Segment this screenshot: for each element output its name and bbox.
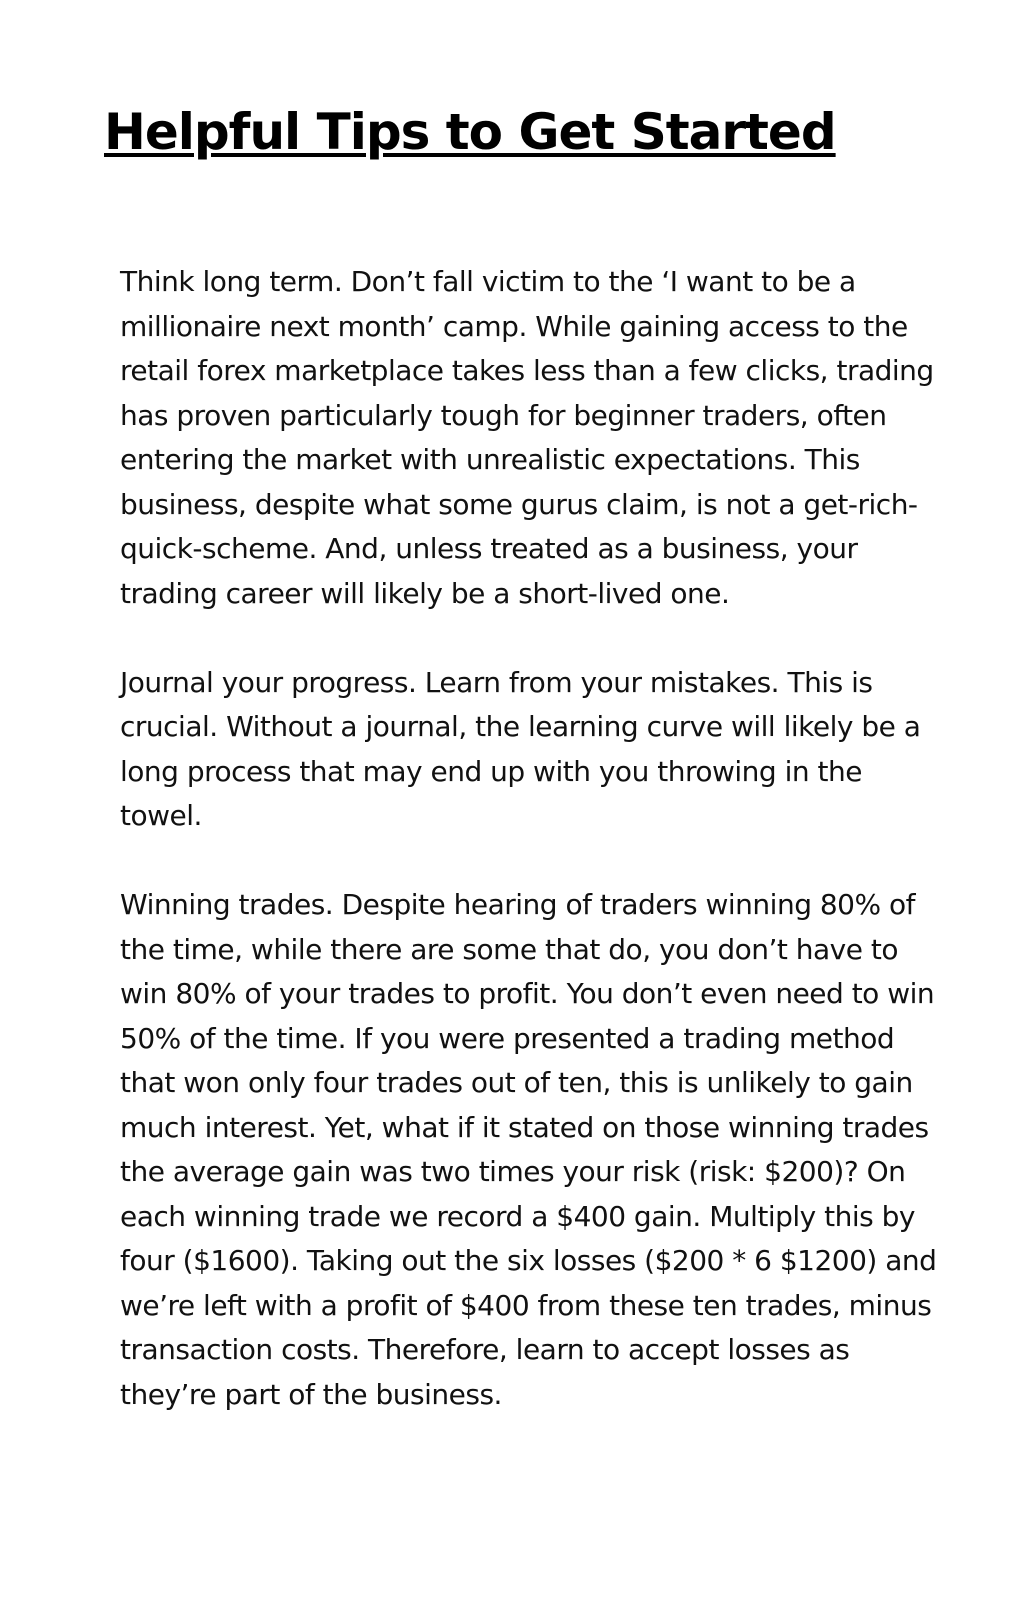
article-body [120, 260, 950, 1462]
paragraph-journal-progress: Journal your progress. Learn from your mistakes. This is crucial. Without a journal, the learning curve will likely be a long process that may end up with you throwing in the towel. [120, 665, 921, 832]
page-title: Helpful Tips to Get Started [104, 103, 836, 161]
paragraph-winning-trades: Winning trades. Despite hearing of traders winning 80% of the time, while there are some that do, you don’t have to win 80% of your trades to profit. You don’t even need to win 50% of the time. If you were presented a trading method that won only four trades out of ten, this is unlikely to gain much interest. Yet, what if it stated on those winning trades the average gain was two times your risk (risk: $200)? On each winning trade we record a $400 gain. Multiply this by four ($1600). Taking out the six losses ($200 * 6 $1200) and we’re left with a profit of $400 from these ten trades, minus transaction costs. Therefore, learn to accept losses as they’re part of the business. [120, 888, 937, 1411]
paragraph-think-long-term: Think long term. Don’t fall victim to the ‘I want to be a millionaire next month’ camp. While gaining access to the retail forex marketplace takes less than a few clicks, trading has proven particularly tough for beginner traders, often entering the market with unrealistic expectations. This business, despite what some gurus claim, is not a get-rich-quick-scheme. And, unless treated as a business, your trading career will likely be a short-lived one. [120, 265, 934, 610]
